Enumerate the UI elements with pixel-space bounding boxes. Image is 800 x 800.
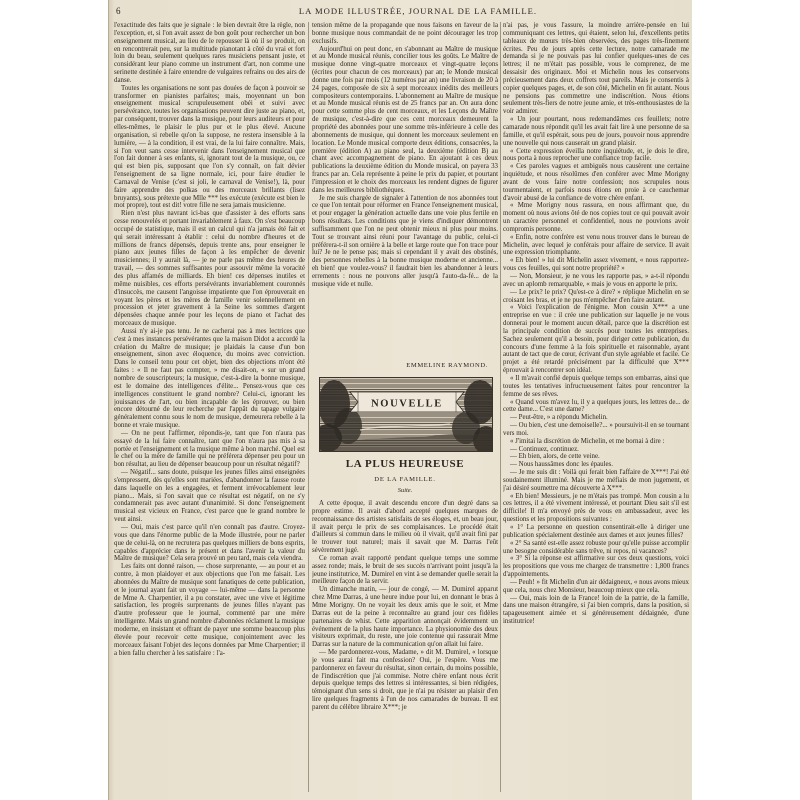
paragraph: « Voici l'explication de l'énigme. Mon cousin X*** a une entreprise en vue : il crée une publication sur laquelle je ne vous donnerai pour le moment aucun détail, parce que la discrétion est la principale condition de succès pour toutes les entreprises. Sachez seulement qu'il a besoin, pour diriger cette publication, du concours d'une femme à la fois spirituelle et raisonnable, ayant autant de tact que de cœur, écrivant d'un style agréable et facile. Ce projet a été retardé précisément par la difficulté que X*** éprouvait à rencontrer son idéal. (503, 304, 689, 375)
paragraph: — Négatif... sans doute, puisque les jeunes filles ainsi enseignées s'empressent, dès qu'elles sont mariées, d'abandonner la fausse route dans laquelle on les a engagées, et ferment irrévocablement leur piano... Mais, si l'on savait que ce résultat est négatif, on ne s'y condamnerait pas avec autant d'unanimité. Si donc l'enseignement musical est vicieux en France, c'est parce que le grand nombre le veut ainsi. (114, 469, 305, 524)
banner-ribbon (350, 392, 464, 412)
column-3 (503, 22, 689, 792)
column-rule (308, 22, 309, 792)
paragraph: — Eh bien, alors, de cette veine. (510, 453, 600, 461)
paragraph: Aujourd'hui on peut donc, en s'abonnant au Maître de musique et au Monde musical réunis, concilier tous les goûts. Le Maître de musique donne vingt-quatre morceaux et vingt-quatre leçons (écrites pour chacun de ces morceaux) par an; le Monde musical donne une fois par mois (12 numéros par an) une livraison de 20 à 24 pages, composée de six à sept morceaux inédits des meilleurs compositeurs contemporains. L'abonnement au Maître de musique et au Monde musical réunis est de 25 francs par an. On aura donc pour cette somme plus de cent morceaux, et les Leçons du Maître de musique, c'est-à-dire que ces cent morceaux demeurent la propriété des abonnées pour une somme très-inférieure à celle des abonnements de musique, qui donnent les morceaux seulement en location. Le Monde musical comporte deux éditions, consacrées, la première (édition A) au piano seul, la deuxième (édition B) au chant avec accompagnement de piano. En ajoutant à ces deux publications la deuxième édition du Monde musical, on payera 33 francs par an. Cela représente à peine le prix du papier, et pourtant l'impression et le choix des morceaux les rendent dignes de figurer dans les meilleures bibliothèques. (312, 45, 498, 194)
paragraph: — Peuh! » fit Michelin d'un air dédaigneux, « nous avons mieux que cela, nous chez Monsieur, beaucoup mieux que cela. (503, 578, 689, 594)
paragraph: — Oui, mais loin de la France! loin de la patrie, de la famille, dans une maison étrangère, si j'ai bien compris, dans la position, si tapageusement aimée et si généreusement dédaignée, d'une institutrice! (503, 594, 689, 626)
paragraph: l'exactitude des faits que je signale : le bien devrait être la règle, non l'exception, et, si l'on avait assez de bon goût pour rechercher un bon enseignement musical, au lieu de le repousser là où il se produit, on en rencontrerait peu, sur la multitude pianotant à côté du vrai et fort loin du beau, seulement quelques rares musiciens pensant juste, et considérant leur piano comme un instrument d'art, non comme une serinette destinée à faire entendre de vulgaires refrains ou des airs de danse. (114, 22, 305, 84)
paragraph: « Cette expression éveilla notre inquiétude, et, je dois le dire, nous porta à nous reprocher une confiance trop facile. (503, 147, 689, 163)
paragraph: « Eh bien! Messieurs, je ne m'étais pas trompé. Mon cousin a lu ces lettres, il a été vivement intéressé, et pourtant Dieu sait s'il est difficile! Il m'a envoyé près de vous en ambassadeur, avec les questions et les propositions suivantes : (503, 492, 689, 524)
paragraph: « Un jour pourtant, nous redemandâmes ces feuillets; notre camarade nous répondit qu'il les avait fait lire à une personne de sa famille, et qu'il espérait, sous peu de jours, pouvoir nous apprendre une nouvelle qui nous causerait un grand plaisir. (503, 116, 689, 147)
column-2-article (312, 22, 498, 360)
paragraph: — Continuez, continuez. (510, 445, 579, 453)
paragraph: Ce roman avait rapporté pendant quelque temps une somme assez ronde; mais, le bruit de ses succès n'arrivant point jusqu'à la jeune institutrice, M. Dumirel en vint à se demander quelle serait la meilleure façon de la servir. (312, 554, 498, 586)
paragraph: — Oui, mais c'est parce qu'il n'en connaît pas d'autre. Croyez-vous que dans l'énorme public de la Mode illustrée, pour ne parler que de celui-là, on ne recrutera pas quelques milliers de bons esprits, capables d'apprécier dans le présent et dans l'avenir la valeur du Maître de musique? Cela sera prouvé un peu tard, mais cela viendra. (114, 524, 305, 563)
paragraph: — Je me suis dit : Voilà qui ferait bien l'affaire de X***! J'ai été soudainement illuminé. Mais je me méfiais de mon jugement, et j'ai désiré soumettre ma découverte à X***. (503, 469, 689, 492)
paragraph: « 3° Si la réponse est affirmative sur ces deux questions, voici les propositions que vous me chargez de transmettre : 1,800 francs d'appointements. (503, 555, 689, 579)
paragraph: A cette époque, il avait descendu encore d'un degré dans sa propre estime. Il avait d'abord accepté quelques marques de reconnaissance des artistes satisfaits de ses éloges, et, un beau jour, il avait perçu le prix de ses complaisances. Le procédé était d'ailleurs si commun dans le milieu où il vivait, qu'il avait fini par le trouver tout naturel; mais il savait que M. Darras l'eût sévèrement jugé. (312, 500, 498, 555)
page-number: 6 (116, 6, 121, 16)
paragraph: « Il m'avait confié depuis quelque temps son embarras, ainsi que toutes les tentatives infructueusement faites pour rencontrer la femme de ses rêves. (503, 374, 689, 398)
paragraph: Les faits ont donné raison, — chose surprenante, — au pour et au contre, à mon plaidoyer et aux objections que l'on me faisait. Les abonnées du Maître de musique sont fanatiques de cette publication, et le journal ayant fait un voyage — lui-même — dans la personne de Mme A. Charpentier, il a pu constater, avec une vive et légitime satisfaction, les progrès surprenants de jeunes filles n'ayant pas d'autre professeur que le journal, commenté par une mère intelligente. Mais un grand nombre d'abonnées réclament la musique moderne, en insistant et offrant de payer une somme beaucoup plus élevée pour recevoir cette musique, conjointement avec les morceaux faisant l'objet des leçons données par Mme Charpentier; il a bien fallu chercher à les satisfaire : l'a- (114, 563, 305, 657)
column-2-story (312, 500, 498, 792)
paragraph: « Eh bien! » lui dit Michelin assez vivement, « nous rapportez-vous ces feuilles, qui sont notre propriété? » (503, 257, 689, 273)
paragraph: « J'imitai la discrétion de Michelin, et me bornai à dire : (510, 437, 665, 445)
paragraph: — On ne peut l'affirmer, répondis-je, tant que l'on n'aura pas essayé de la lui faire connaître, tant que l'on n'aura pas mis à sa portée et l'enseignement et la musique même à bon marché. Quel est le chef ou la mère de famille qui ne préférera dépenser peu pour un bon résultat, au lieu de dépenser beaucoup pour un résultat négatif? (114, 429, 305, 469)
paragraph: « Quand vous m'avez lu, il y a quelques jours, les lettres de... de cette dame... C'est une dame? (503, 398, 689, 414)
paragraph: — Me pardonnerez-vous, Madame, » dit M. Dumirel, « lorsque je vous aurai fait ma confession? Oui, je l'espère. Vous me pardonnerez en faveur du résultat, sinon certain, du moins possible, de l'indiscrétion que j'ai commise. Notre chère enfant nous écrit depuis quelque temps des lettres si intéressantes, si bien rédigées, témoignant d'un sens si droit, que je n'ai pu résister au plaisir d'en lire quelques fragments à l'un de nos camarades de bureau. Il est parent du célèbre libraire X***; je (312, 649, 498, 711)
paragraph: « 2° Sa santé est-elle assez robuste pour qu'elle puisse accomplir une besogne considérable sans trêve, ni repos, ni vacances? (503, 539, 689, 555)
paragraph: Rien n'est plus navrant ici-bas que d'assister à des efforts sans cesse renouvelés et portant invariablement à faux. On s'est beaucoup occupé de statistique, mais il est un calcul qui n'a jamais été fait et qui serait intéressant à établir : celui du nombre d'heures et de millions de francs dépensés, depuis trente ans, pour enseigner le piano aux jeunes filles de façon à les empêcher de devenir musiciennes; il y aurait là, — je ne parle pas même des heures de travail, — des sommes suffisantes pour assouvir même la voracité des plus affamés de milliards. Eh bien! ces dépenses inutiles et même nuisibles, ces efforts persévérants invariablement couronnés d'insuccès, me causent l'angoisse impatiente que l'on éprouverait en voyant les pères et les mères de famille venir solennellement en procession et jeter gravement à la Seine les sommes d'argent dépensées chaque année pour les leçons de piano et l'achat des morceaux de musique. (114, 210, 305, 328)
paragraph: Toutes les organisations ne sont pas douées de façon à pouvoir se transformer en pianistes parfaites; mais, moyennant un bon enseignement musical scrupuleusement obéi et suivi avec persévérance, toutes les organisations peuvent dire juste au piano, et, par conséquent, trouver dans la musique, pour leurs auditeurs et pour elles-mêmes, le plaisir le plus pur et le plus élevé. Aucune organisation, si rebelle qu'on la suppose, ne restera insensible à la lumière, — à la condition, il est vrai, de la lui faire connaître. Mais, si l'on veut sans cesse intervenir dans l'enseignement musical que l'on fait donner à ses enfants, si, ignorant tout de la musique, ou, ce qui est bien pis, supposant que l'on s'y connaît, on fait dévier l'enseignement de sa ligne normale, ici, pour faire étudier le Carnaval de Venise (c'est si joli, le carnaval de Venise!), là, pour faire apprendre des polkas ou des morceaux brillants (lisez bruyants), sous prétexte que Mlle *** les exécute (exécute est bien le mot propre), tout est dit! votre fille ne sera jamais musicienne. (114, 84, 305, 210)
banner-label: NOUVELLE (371, 398, 443, 410)
paragraph: Aussi n'y ai-je pas tenu. Je ne cacherai pas à mes lectrices que c'est à mes instances persévérantes que la maison Didot a accordé la création du Maître de musique; je plaidais la cause d'un bon enseignement, sinon avec éloquence, du moins avec conviction. Dans le conseil tenu pour cet objet, bien des objections m'ont été faites : « Il ne faut pas compter, » me disait-on, « sur un grand nombre de souscripteurs; la musique, c'est-à-dire la bonne musique, est le domaine des intelligences d'élite... Pensez-vous que ces intelligences constituent le grand nombre? Celui-ci, ignorant les jouissances de l'art, ou bien incapable de les éprouver, ou bien encore détourné de leur recherche par l'appât du tapage vulgaire généralement connu sous le nom de musique, demeurera rebelle à la bonne et vraie musique. (114, 327, 305, 430)
paragraph: « Enfin, notre confrère est venu nous trouver dans le bureau de Michelin, avec lequel je conférais pour affaire de service. Il avait une expression triomphante. (503, 233, 689, 257)
paragraph: « Mme Morigny nous rassura, en nous affirmant que, du moment où nous avions ôté de nos copies tout ce qui pouvait avoir un caractère personnel et confidentiel, nous ne pouvions avoir compromis personne. (503, 202, 689, 233)
paragraph: — Peut-être, » a répondu Michelin. (510, 414, 608, 422)
paragraph: — Ou bien, c'est une demoiselle?... » poursuivit-il en se tournant vers moi. (503, 422, 689, 437)
paragraph: — Non, Monsieur, je ne vous les rapporte pas, » a-t-il répondu avec un aplomb remarquable, « mais je vous en apporte le prix. (503, 273, 689, 288)
story-note: Suite. (397, 487, 413, 494)
paragraph: « Ces paroles vagues et ambiguës nous causèrent une certaine inquiétude, et nous résolûmes d'en conférer avec Mme Morigny avant de vous faire notre confession; nos scrupules nous tourmentaient, et parfois nous étions en proie à ce cauchemar d'avoir abusé de la confiance de votre chère enfant. (503, 163, 689, 202)
paragraph: tension même de la propagande que nous faisons en faveur de la bonne musique nous commandait de ne point décourager les trop exclusifs. (312, 22, 498, 45)
paragraph: Je me suis chargée de signaler à l'attention de nos abonnées tout ce que l'on tentait pour réformer en France l'enseignement musical, et pour engager la génération actuelle dans une voie plus fertile en bons résultats. Les conditions que je viens d'indiquer démontrent suffisamment que l'on ne peut obtenir mieux ni plus pour moins. Tout se trouvant ainsi réuni pour l'avantage du public, celui-ci préférera-t-il son ornière à la belle et large route que l'on trace pour lui? Je ne le pense pas; mais si cependant il y avait des obstinés, des personnes rebelles à la bonne musique moderne et ancienne... eh bien! que voulez-vous? il faudrait bien les abandonner à leurs errements : nous ne pouvons aller jusqu'à l'auto-da-fé... de la musique vide et nulle. (312, 194, 498, 288)
column-1 (114, 22, 305, 792)
nouvelle-banner-illustration (319, 377, 493, 452)
story-subtitle: DE LA FAMILLE. (374, 476, 436, 483)
story-title: LA PLUS HEUREUSE (345, 458, 465, 470)
paragraph: — Nous haussâmes donc les épaules. (510, 461, 613, 469)
banner-engraving (320, 378, 493, 452)
column-rule (500, 22, 501, 792)
paragraph: — Le prix? le prix? Qu'est-ce à dire? » réplique Michelin en se croisant les bras, et je ne pus m'empêcher d'en faire autant. (503, 288, 689, 304)
journal-title: LA MODE ILLUSTRÉE, JOURNAL DE LA FAMILLE. (298, 6, 538, 16)
paragraph: n'ai pas, je vous l'assure, la moindre arrière-pensée en lui communiquant ces lettres, qui étaient, selon lui, d'excellents petits tableaux de mœurs très-bien observées, des pages très-finement écrites. Peu de jours après cette lecture, notre camarade me demanda si je ne pouvais pas lui confier quelques-unes de ces lettres; il ne m'était pas possible, vous le comprenez, de me dessaisir des originaux. Moi et Michelin nous les conservons précieusement dans deux coffrets tout pareils. Mais je consentis à copier quelques pages, et, de son côté, Michelin en fit autant. Nous ne pensions pas commettre une indiscrétion. Nous étions seulement très-fiers de notre jeune amie, et très-enthousiastes de la voir admirer. (503, 22, 689, 116)
author-signature: EMMELINE RAYMOND. (406, 362, 488, 369)
newspaper-page (108, 0, 692, 800)
paragraph: Un dimanche matin, — jour de congé, — M. Dumirel apparut chez Mme Darras, à une heure indue pour lui, en donnant le bras à Mme Morigny. On ne voyait les deux amis que le soir, et Mme Darras eut de la peine à reconnaître au grand jour ces fidèles partenaires de whist. Cette apparition annonçait évidemment un événement de la plus haute importance. La physionomie des deux visiteurs exprimait, du reste, une joie contenue qui rassurait Mme Darras sur la nature de la communication qu'on allait lui faire. (312, 586, 498, 649)
paragraph: « 1° La personne en question consentirait-elle à diriger une publication spécialement destinée aux dames et aux jeunes filles? (503, 524, 689, 539)
